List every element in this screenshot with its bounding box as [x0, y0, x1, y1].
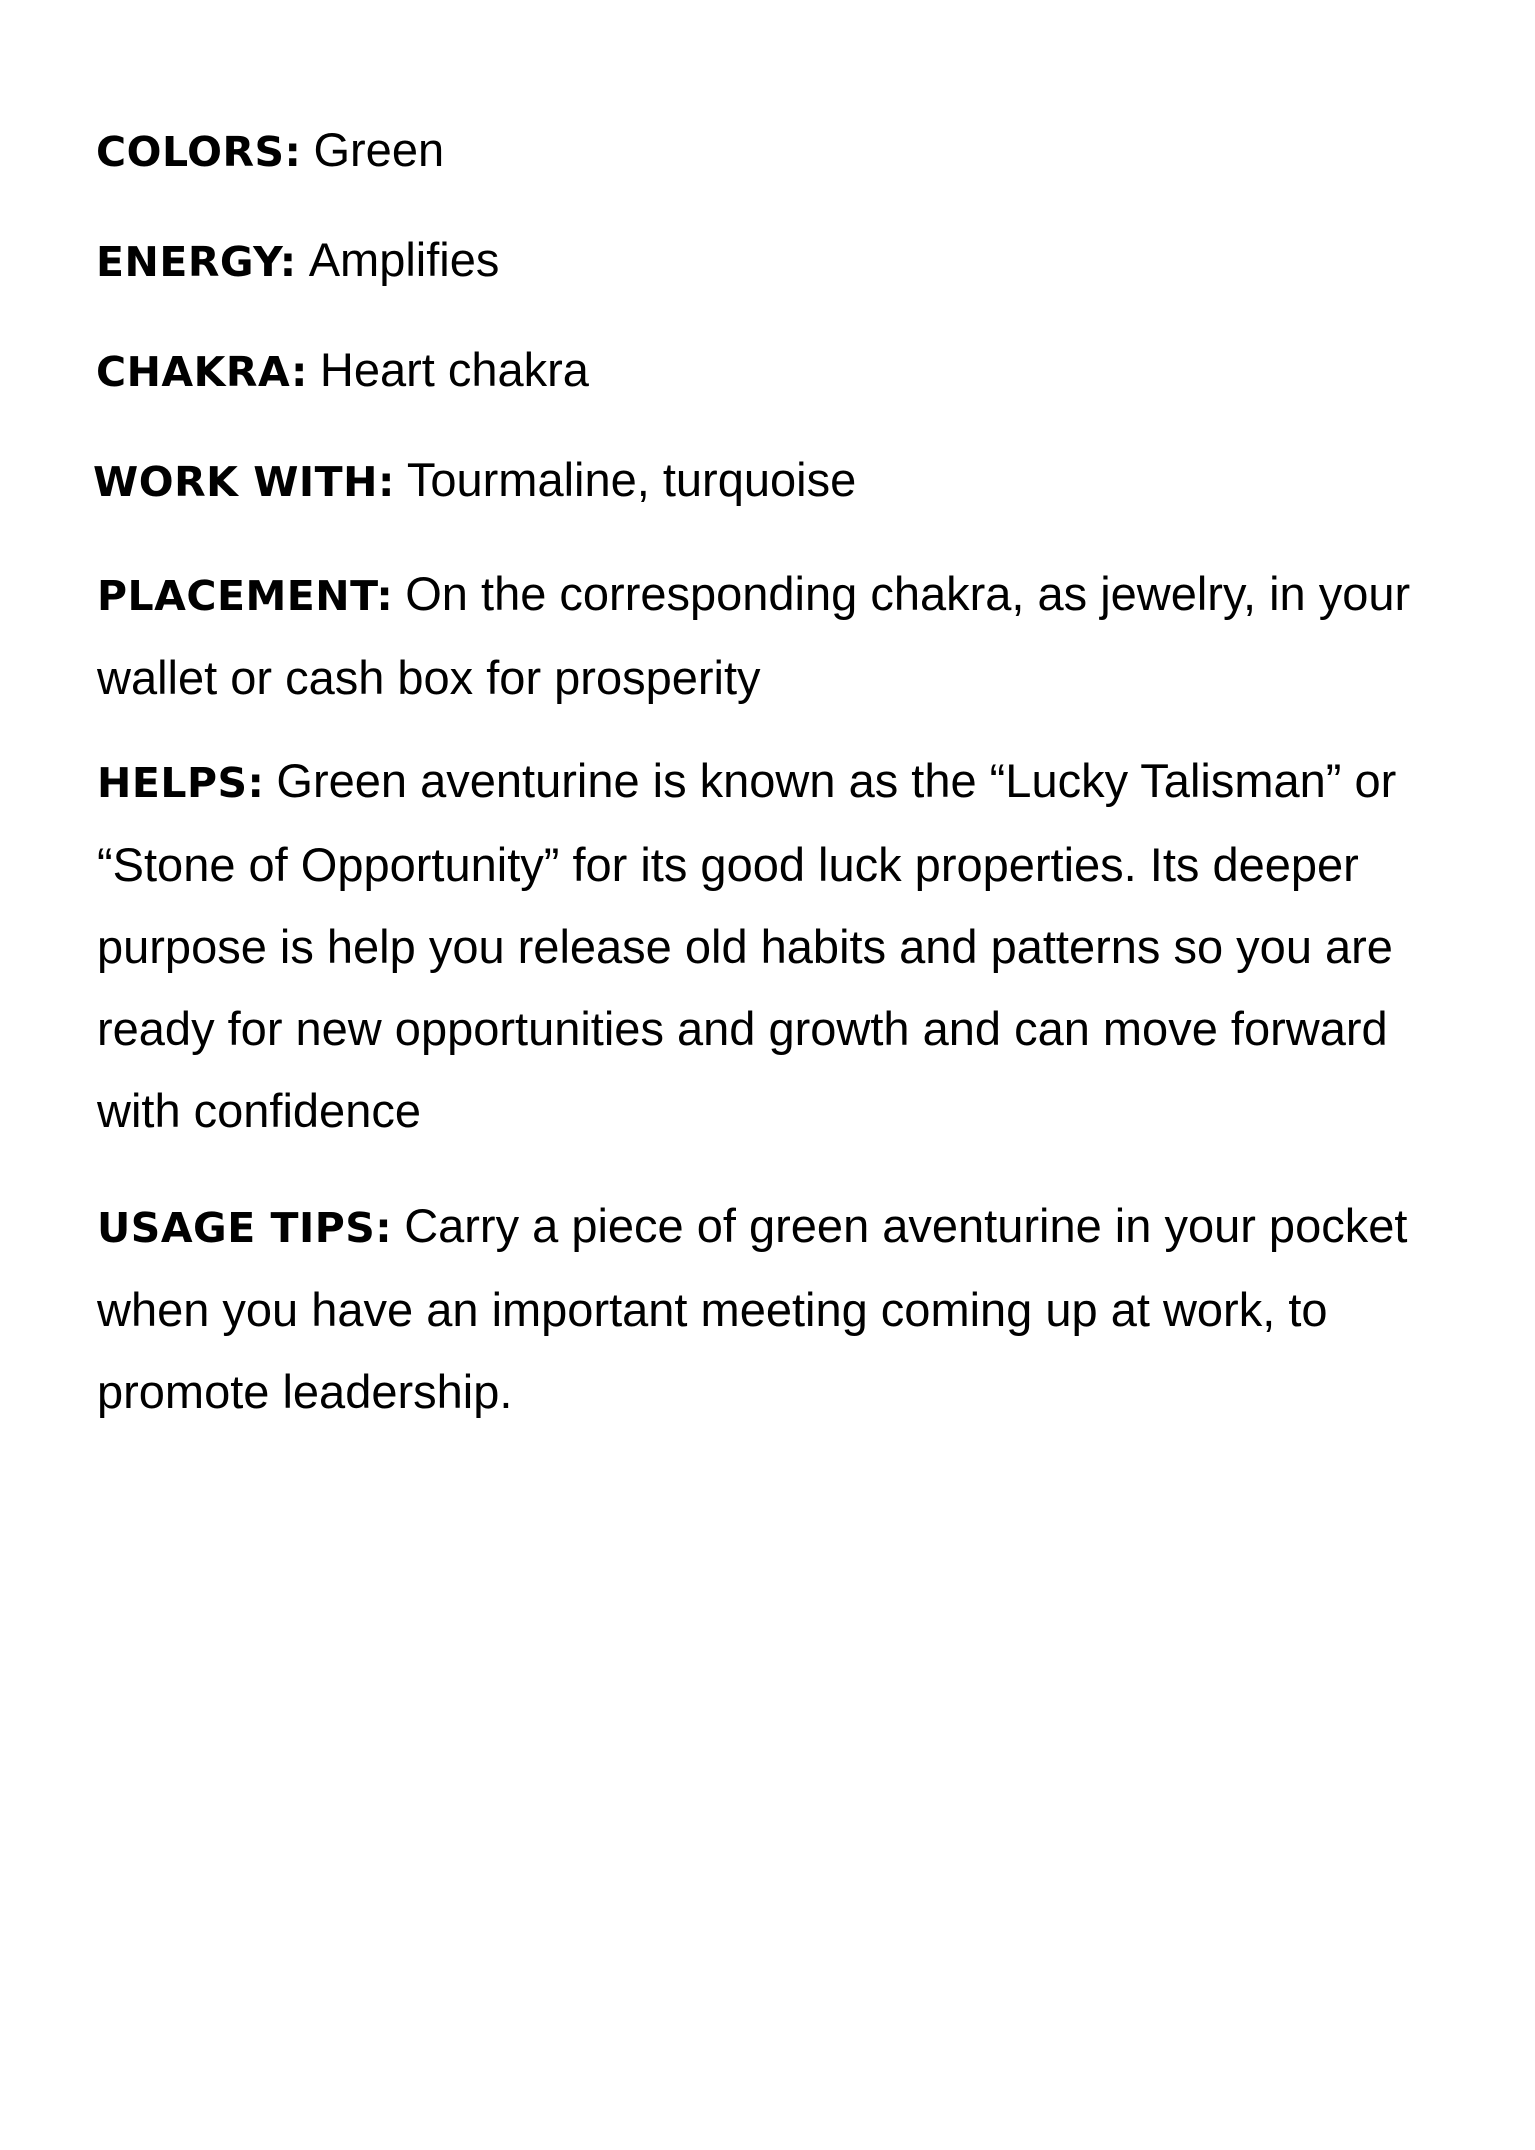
chakra-value: Heart chakra	[319, 343, 589, 396]
usage-tips-value: Carry a piece of green aventurine in your pocket when you have an important meeting coming up at work, to promote leadership.	[97, 1199, 1408, 1418]
work-with-entry	[93, 439, 856, 523]
colors-value: Green	[313, 123, 445, 176]
chakra-label: CHAKRA:	[96, 348, 308, 396]
energy-label: ENERGY:	[96, 238, 297, 286]
helps-entry	[97, 740, 1482, 1152]
work-with-value: Tourmaline, turquoise	[406, 453, 857, 506]
colors-entry	[96, 109, 444, 193]
chakra-entry	[96, 329, 589, 413]
placement-entry	[97, 553, 1427, 719]
usage-tips-entry	[97, 1185, 1497, 1433]
colors-label: COLORS:	[96, 128, 302, 176]
energy-entry	[96, 219, 499, 303]
helps-value: Green aventurine is known as the “Lucky Talisman” or “Stone of Opportunity” for its good luck properties. Its deeper purpose is help you release old habits and patterns so you are ready for new opportunities and growth and can move forward with confidence	[97, 754, 1397, 1137]
placement-label: PLACEMENT:	[97, 572, 394, 620]
energy-value: Amplifies	[308, 233, 500, 286]
helps-label: HELPS:	[97, 759, 265, 807]
work-with-label: WORK WITH:	[93, 458, 395, 506]
usage-tips-label: USAGE TIPS:	[97, 1204, 393, 1252]
placement-value: On the corresponding chakra, as jewelry, in your wallet or cash box for prosperity	[97, 567, 1411, 704]
